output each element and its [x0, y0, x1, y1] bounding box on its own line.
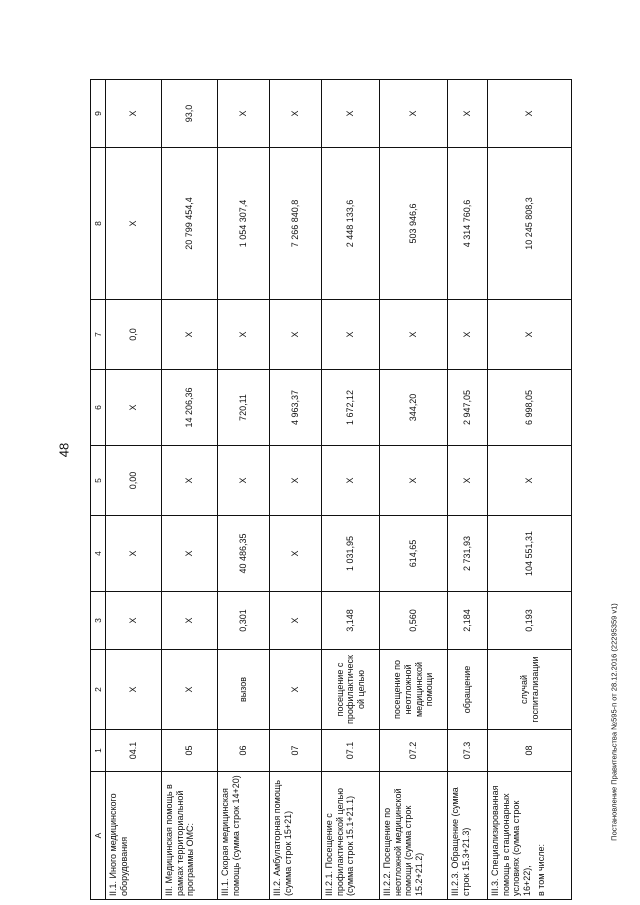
cell: 10 245 808,3 — [488, 148, 572, 300]
cell: обращение — [448, 650, 488, 730]
cell: X — [106, 148, 162, 300]
header-cell: 2 — [91, 650, 106, 730]
cell: X — [322, 80, 380, 148]
cell: 3,148 — [322, 592, 380, 650]
cell: X — [380, 446, 448, 516]
header-cell: 1 — [91, 730, 106, 772]
cell: X — [106, 592, 162, 650]
row-label: III.2.3. Обращение (сумма строк 15.3+21.3) — [448, 772, 488, 900]
cell: посещение с профилактическ ой целью — [322, 650, 380, 730]
row-label — [488, 772, 572, 900]
cell: 14 206,36 — [162, 370, 218, 446]
cell: 05 — [162, 730, 218, 772]
row-label: III. Медицинская помощь в рамках территориальной программы ОМС: — [162, 772, 218, 900]
cell: X — [380, 300, 448, 370]
table-row — [162, 80, 218, 900]
cell: 344,20 — [380, 370, 448, 446]
cell: посещение по неотложной медицинской помощи — [380, 650, 448, 730]
cell: 1 031,95 — [322, 516, 380, 592]
header-cell: 8 — [91, 148, 106, 300]
cell: X — [162, 516, 218, 592]
cell: X — [322, 446, 380, 516]
table-row — [380, 80, 448, 900]
cell: X — [322, 300, 380, 370]
cell: 614,65 — [380, 516, 448, 592]
cell: 06 — [218, 730, 270, 772]
header-cell: 5 — [91, 446, 106, 516]
row-label: III.2.2. Посещение по неотложной медицинской помощи (сумма строк 15.2+21.2) — [380, 772, 448, 900]
cell: X — [448, 80, 488, 148]
cell: 1 672,12 — [322, 370, 380, 446]
table-row — [270, 80, 322, 900]
table-row — [218, 80, 270, 900]
cell: 07 — [270, 730, 322, 772]
cell: X — [270, 592, 322, 650]
cell: 2 731,93 — [448, 516, 488, 592]
cell: 2 947,05 — [448, 370, 488, 446]
cell: 93,0 — [162, 80, 218, 148]
cell: X — [162, 592, 218, 650]
rotated-table-container — [90, 80, 570, 900]
row-label: III.2.1. Посещение с профилактической целью (сумма строк 15.1+21.1) — [322, 772, 380, 900]
header-cell: 3 — [91, 592, 106, 650]
cell: 0,0 — [106, 300, 162, 370]
cell: вызов — [218, 650, 270, 730]
financing-table — [90, 79, 572, 900]
cell: X — [218, 446, 270, 516]
page-number: 48 — [56, 442, 72, 458]
cell: 07.2 — [380, 730, 448, 772]
cell: 0,301 — [218, 592, 270, 650]
cell: X — [448, 446, 488, 516]
cell: X — [270, 446, 322, 516]
cell: X — [448, 300, 488, 370]
table-row — [322, 80, 380, 900]
cell: 40 486,35 — [218, 516, 270, 592]
cell: 07.3 — [448, 730, 488, 772]
cell: 4 963,37 — [270, 370, 322, 446]
cell: 1 054 307,4 — [218, 148, 270, 300]
header-cell: А — [91, 772, 106, 900]
cell: X — [106, 370, 162, 446]
cell: 0,00 — [106, 446, 162, 516]
cell: 08 — [488, 730, 572, 772]
cell: X — [162, 446, 218, 516]
cell: 07.1 — [322, 730, 380, 772]
header-cell: 4 — [91, 516, 106, 592]
row-label: II.1. Иного медицинского оборудования — [106, 772, 162, 900]
header-cell: 7 — [91, 300, 106, 370]
row-label-subtext: в том числе: — [536, 844, 547, 896]
cell: 6 998,05 — [488, 370, 572, 446]
cell: X — [270, 300, 322, 370]
cell: 2,184 — [448, 592, 488, 650]
cell: X — [488, 446, 572, 516]
cell: 104 551,31 — [488, 516, 572, 592]
cell: 4 314 760,6 — [448, 148, 488, 300]
table-row — [448, 80, 488, 900]
cell: X — [162, 300, 218, 370]
table-row — [106, 80, 162, 900]
table-header-row — [91, 80, 106, 900]
cell: 2 448 133,6 — [322, 148, 380, 300]
header-cell: 6 — [91, 370, 106, 446]
cell: X — [106, 650, 162, 730]
cell: X — [162, 650, 218, 730]
cell: X — [106, 80, 162, 148]
cell: 0,560 — [380, 592, 448, 650]
row-label: III.1. Скорая медицинская помощь (сумма строк 14+20) — [218, 772, 270, 900]
cell: X — [218, 80, 270, 148]
table-row — [488, 80, 572, 900]
cell: 720,11 — [218, 370, 270, 446]
document-footer: Постановление Правительства №595-п от 28.12.2016 (22295359 v1) — [609, 603, 619, 841]
cell: 7 266 840,8 — [270, 148, 322, 300]
cell: X — [270, 80, 322, 148]
row-label: III.2. Амбулаторная помощь (сумма строк 15+21) — [270, 772, 322, 900]
cell: X — [106, 516, 162, 592]
cell: X — [218, 300, 270, 370]
cell: 0,193 — [488, 592, 572, 650]
cell: 04.1 — [106, 730, 162, 772]
row-label-text: III.3. Специализированная помощь в стационарных условиях (сумма строк 16+22), — [490, 785, 532, 896]
cell: X — [488, 80, 572, 148]
cell: 503 946,6 — [380, 148, 448, 300]
cell: X — [270, 650, 322, 730]
cell: 20 799 454,4 — [162, 148, 218, 300]
cell: X — [380, 80, 448, 148]
cell: X — [270, 516, 322, 592]
cell: случай госпитализации — [488, 650, 572, 730]
header-cell: 9 — [91, 80, 106, 148]
cell: X — [488, 300, 572, 370]
